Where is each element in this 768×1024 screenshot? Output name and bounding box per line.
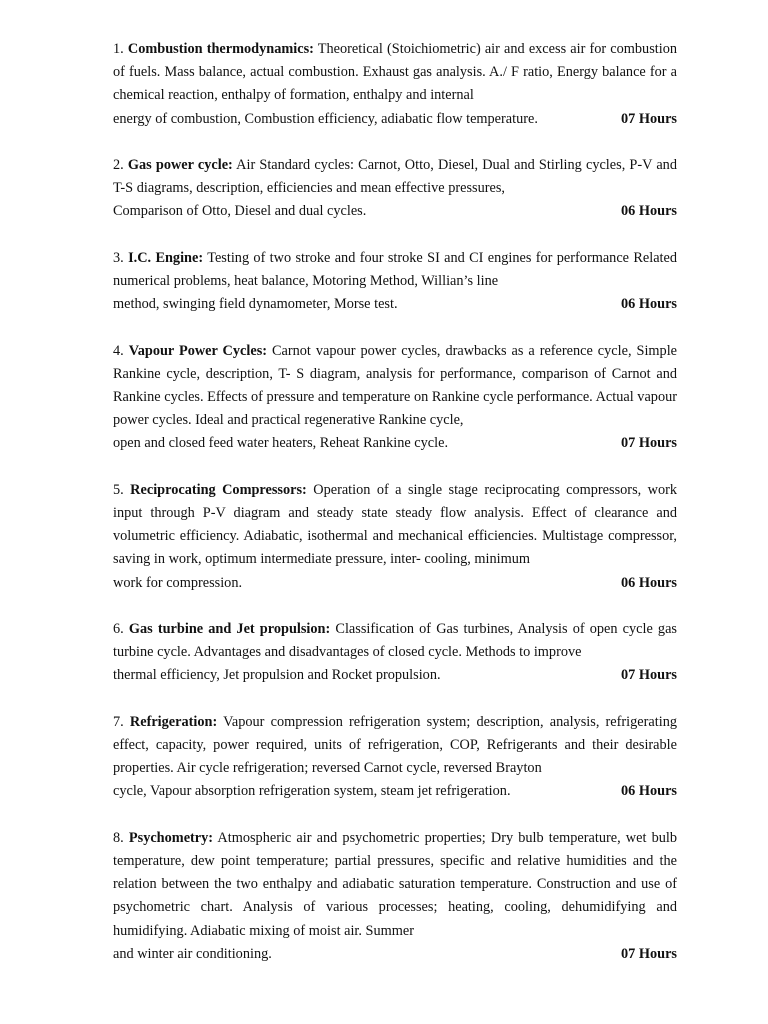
syllabus-section-2 bbox=[113, 154, 677, 224]
section-hours: 06 Hours bbox=[620, 296, 677, 313]
section-hours: 06 Hours bbox=[620, 574, 677, 591]
section-body-end: method, swinging field dynamometer, Morse test. bbox=[113, 296, 398, 313]
section-last-line bbox=[113, 664, 677, 687]
section-body-end: energy of combustion, Combustion efficiency, adiabatic flow temperature. bbox=[113, 110, 538, 127]
section-body: Classification of Gas turbines, Analysis of open cycle gas turbine cycle. Advantages and disadvantages of closed cycle. Methods to improve bbox=[113, 621, 677, 661]
syllabus-section-6 bbox=[113, 618, 677, 688]
syllabus-section-3 bbox=[113, 247, 677, 317]
section-title: Reciprocating Compressors: bbox=[130, 481, 307, 498]
section-number: 6. bbox=[113, 621, 124, 637]
section-body-end: thermal efficiency, Jet propulsion and Rocket propulsion. bbox=[113, 667, 441, 684]
section-body: Operation of a single stage reciprocating compressors, work input through P-V diagram and steady state steady flow analysis. Effect of clearance and volumetric efficiency. Adiabatic, isothermal and mechanical efficiencies. Multistage compressor, saving in work, optimum intermediate pressure, inter- cooling, minimum bbox=[113, 481, 678, 568]
section-body: Vapour compression refrigeration system; description, analysis, refrigerating effect, capacity, power required, units of refrigeration, COP, Refrigerants and their desirable properties. Air cycle refrigeration; reversed Carnot cycle, reversed Brayton bbox=[113, 713, 677, 777]
section-last-line bbox=[113, 572, 677, 595]
section-last-line bbox=[113, 293, 677, 316]
section-body-end: and winter air conditioning. bbox=[113, 945, 272, 962]
section-title: Refrigeration: bbox=[129, 713, 218, 730]
section-body: Testing of two stroke and four stroke SI and CI engines for performance Related numerical problems, heat balance, Motoring Method, Willian’s line bbox=[113, 249, 678, 289]
section-body-end: cycle, Vapour absorption refrigeration system, steam jet refrigeration. bbox=[113, 783, 511, 800]
section-hours: 07 Hours bbox=[620, 110, 677, 127]
section-hours: 06 Hours bbox=[620, 203, 677, 220]
section-hours: 07 Hours bbox=[620, 945, 677, 962]
section-hours: 07 Hours bbox=[620, 667, 677, 684]
section-body: Air Standard cycles: Carnot, Otto, Diesel, Dual and Stirling cycles, P-V and T-S diagrams, description, efficiencies and mean effective pressures, bbox=[113, 157, 677, 197]
section-title: I.C. Engine: bbox=[128, 249, 204, 266]
section-last-line bbox=[113, 432, 677, 455]
syllabus-section-4 bbox=[113, 340, 677, 456]
section-body-end: work for compression. bbox=[113, 574, 243, 591]
section-last-line bbox=[113, 200, 677, 223]
section-last-line bbox=[113, 780, 677, 803]
section-number: 3. bbox=[113, 249, 124, 266]
syllabus-section-5 bbox=[113, 479, 677, 595]
section-hours: 06 Hours bbox=[620, 783, 677, 800]
section-body-end: Comparison of Otto, Diesel and dual cycles. bbox=[113, 203, 367, 220]
section-body: Carnot vapour power cycles, drawbacks as a reference cycle, Simple Rankine cycle, description, T- S diagram, analysis for performance, comparison of Carnot and Rankine cycles. Effects of pressure and temperature on Rankine cycle performance. Actual vapour power cycles. Ideal and practical regenerative Rankine cycle, bbox=[113, 342, 678, 429]
section-last-line bbox=[113, 943, 677, 966]
syllabus-section-7 bbox=[113, 711, 677, 804]
section-number: 8. bbox=[113, 829, 124, 846]
section-body: Atmospheric air and psychometric properties; Dry bulb temperature, wet bulb temperature, dew point temperature; partial pressures, specific and relative humidities and the relation between the two enthalpy and adiabatic saturation temperature. Construction and use of psychometric chart. Analysis of various processes; heating, cooling, dehumidifying and humidifying. Adiabatic mixing of moist air. Summer bbox=[113, 829, 677, 939]
section-hours: 07 Hours bbox=[620, 435, 677, 452]
section-title: Vapour Power Cycles: bbox=[128, 342, 268, 359]
section-number: 5. bbox=[113, 481, 124, 498]
section-number: 1. bbox=[113, 41, 124, 57]
section-title: Psychometry: bbox=[128, 829, 214, 846]
section-number: 7. bbox=[113, 713, 124, 730]
section-title: Gas power cycle: bbox=[127, 157, 233, 173]
section-title: Combustion thermodynamics: bbox=[127, 41, 314, 57]
section-last-line bbox=[113, 108, 677, 131]
syllabus-section-1 bbox=[113, 38, 677, 131]
section-body: Theoretical (Stoichiometric) air and excess air for combustion of fuels. Mass balance, actual combustion. Exhaust gas analysis. A./ F ratio, Energy balance for a chemical reaction, enthalpy of formation, enthalpy and internal bbox=[113, 41, 677, 104]
section-number: 2. bbox=[113, 157, 124, 173]
section-body-end: open and closed feed water heaters, Reheat Rankine cycle. bbox=[113, 435, 449, 452]
section-title: Gas turbine and Jet propulsion: bbox=[128, 621, 331, 637]
syllabus-page bbox=[113, 38, 677, 989]
section-number: 4. bbox=[113, 342, 124, 359]
syllabus-section-8 bbox=[113, 827, 677, 966]
